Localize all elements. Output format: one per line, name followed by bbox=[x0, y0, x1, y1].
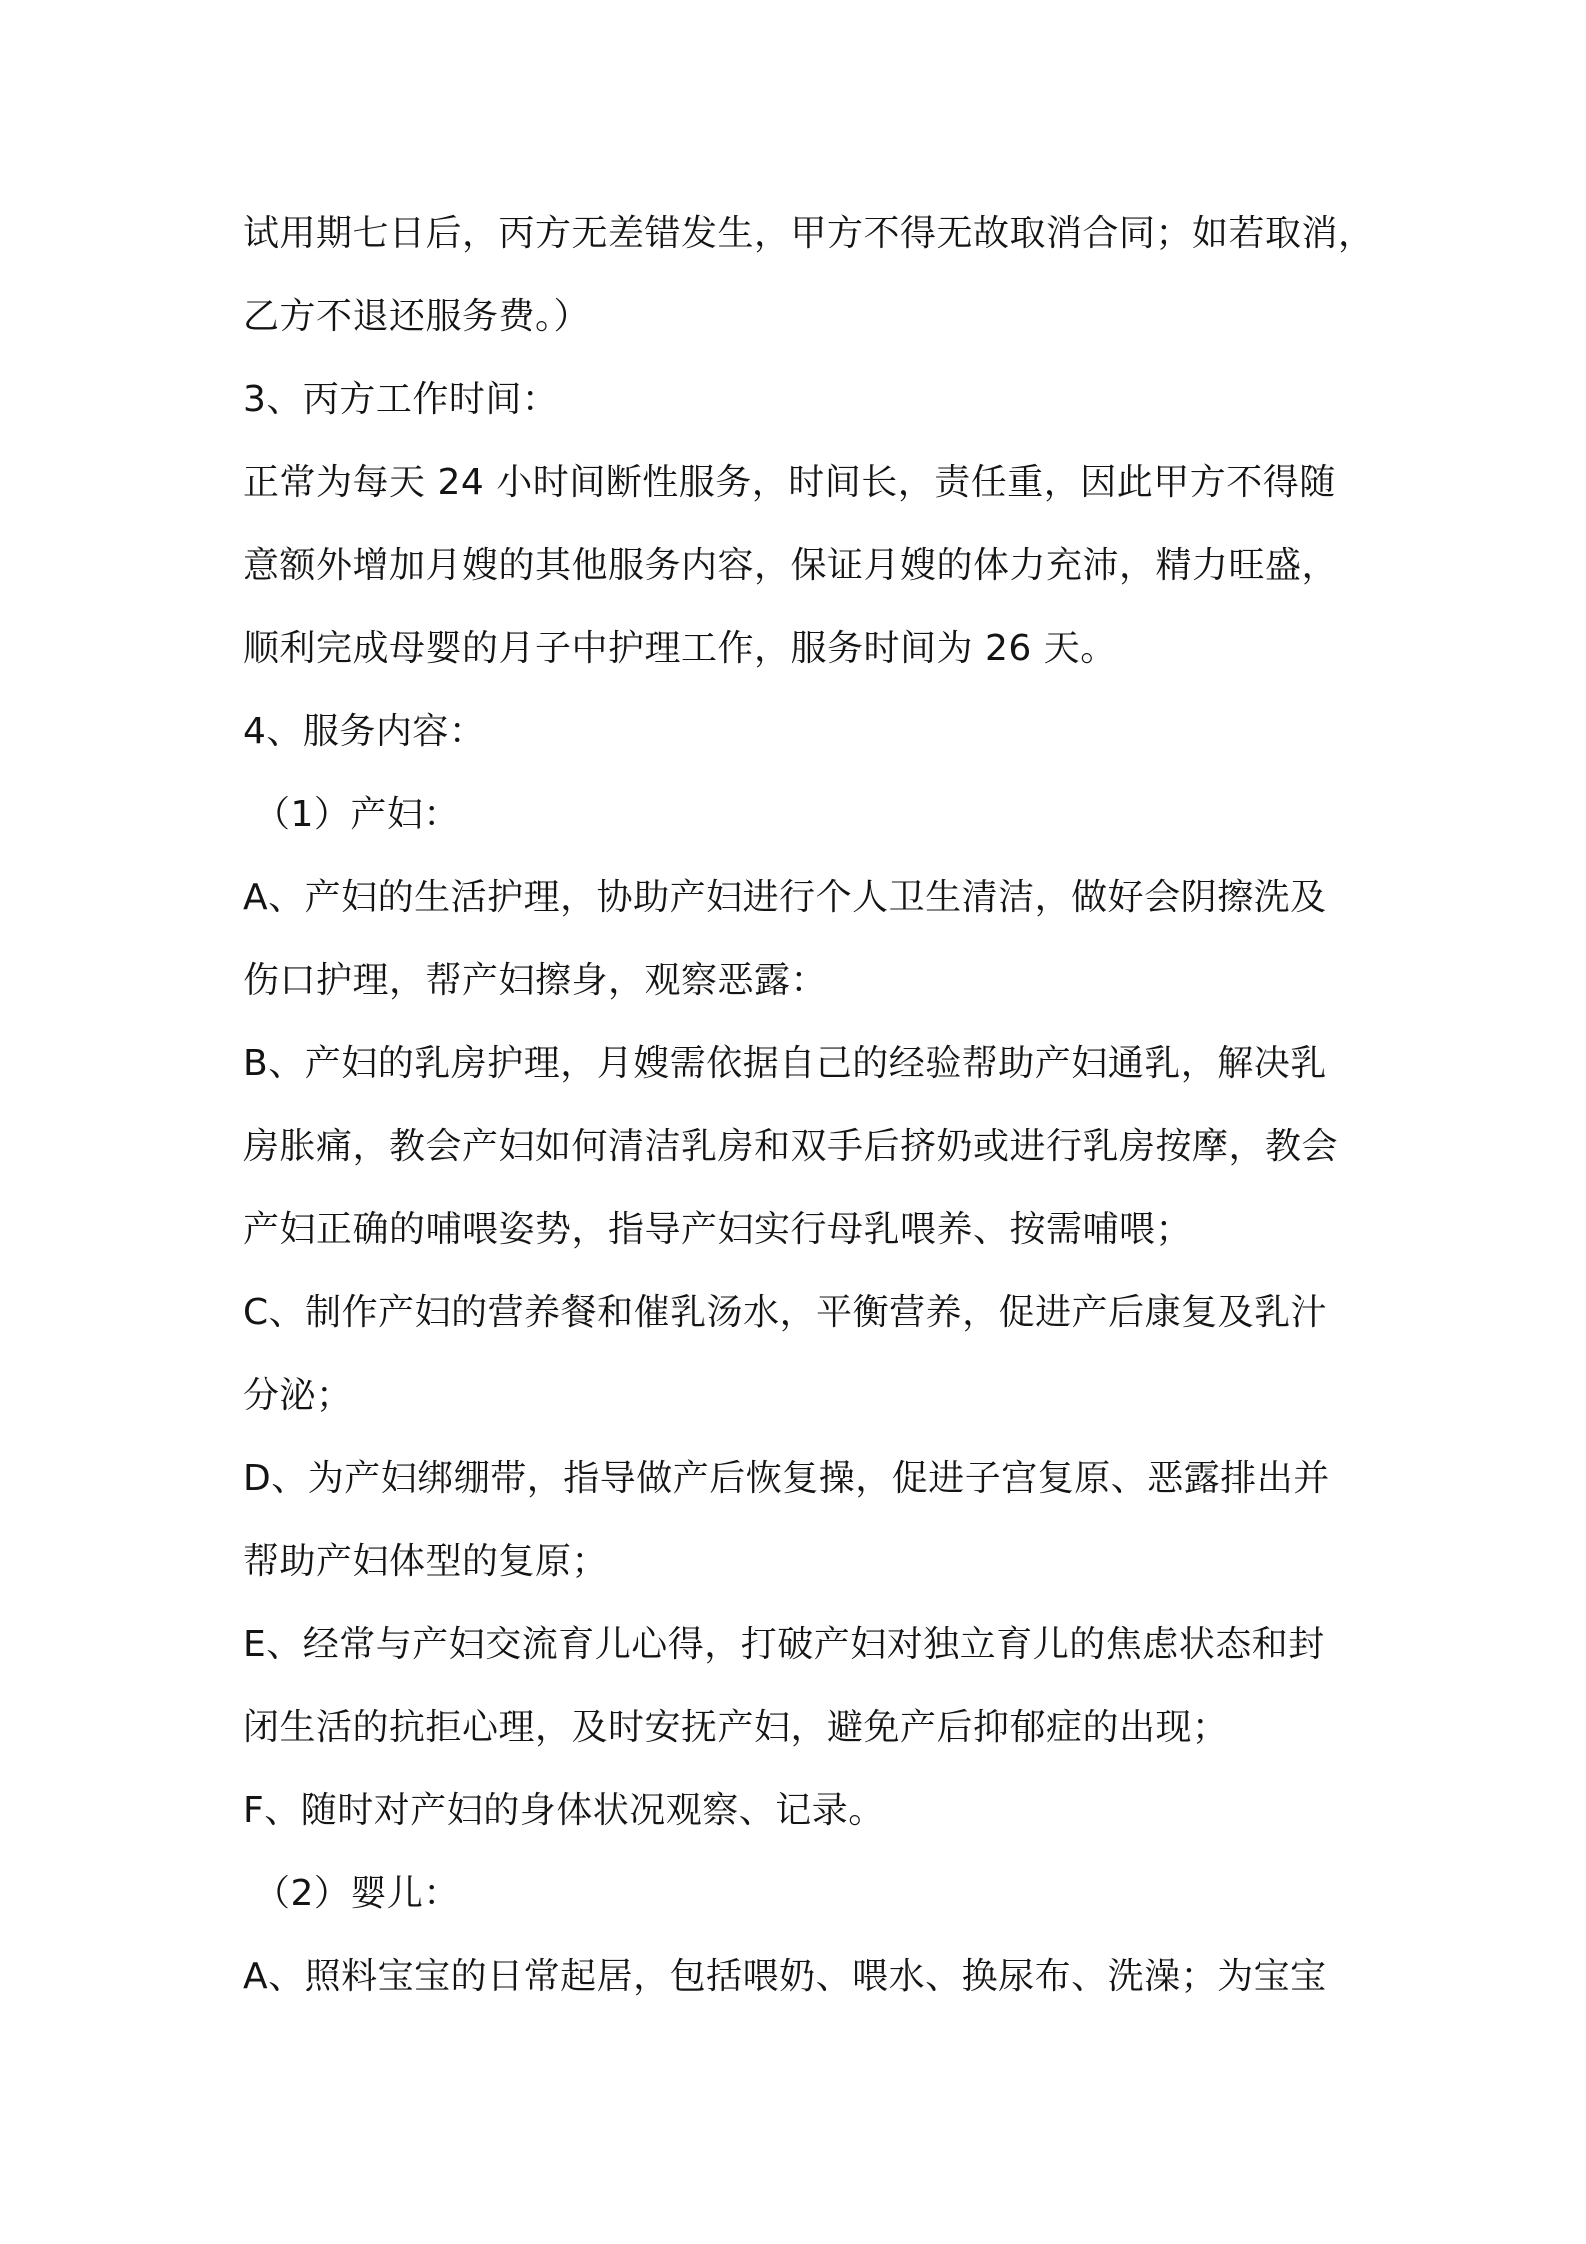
subheading-baby: （2）婴儿： bbox=[254, 1873, 460, 1914]
subheading-mother: （1）产妇： bbox=[254, 794, 460, 835]
contract-body-text bbox=[243, 192, 1375, 2018]
list-item-d-line-1: D、为产妇绑绷带，指导做产后恢复操，促进子宫复原、恶露排出并 bbox=[243, 1458, 1330, 1499]
list-item-a-line-1: A、产妇的生活护理，协助产妇进行个人卫生清洁，做好会阴擦洗及 bbox=[243, 877, 1327, 918]
paragraph-line-trial-period: 试用期七日后，丙方无差错发生，甲方不得无故取消合同；如若取消， bbox=[243, 213, 1375, 254]
list-item-b-line-2: 房胀痛，教会产妇如何清洁乳房和双手后挤奶或进行乳房按摩，教会 bbox=[243, 1126, 1339, 1167]
paragraph-line-hours-3: 顺利完成母婴的月子中护理工作，服务时间为 26 天。 bbox=[243, 628, 1117, 669]
list-item-c-line-1: C、制作产妇的营养餐和催乳汤水，平衡营养，促进产后康复及乳汁 bbox=[243, 1292, 1328, 1333]
list-item-d-line-2: 帮助产妇体型的复原； bbox=[243, 1541, 609, 1582]
list-item-b-line-1: B、产妇的乳房护理，月嫂需依据自己的经验帮助产妇通乳，解决乳 bbox=[243, 1043, 1327, 1084]
section-heading-working-hours: 3、丙方工作时间： bbox=[243, 379, 559, 420]
list-item-e-line-2: 闭生活的抗拒心理，及时安抚产妇，避免产后抑郁症的出现； bbox=[243, 1707, 1229, 1748]
paragraph-line-hours-1: 正常为每天 24 小时间断性服务，时间长，责任重，因此甲方不得随 bbox=[243, 462, 1336, 503]
section-heading-service-content: 4、服务内容： bbox=[243, 711, 486, 752]
list-item-e-line-1: E、经常与产妇交流育儿心得，打破产妇对独立育儿的焦虑状态和封 bbox=[243, 1624, 1325, 1665]
list-item-c-line-2: 分泌； bbox=[243, 1375, 353, 1416]
paragraph-line-hours-2: 意额外增加月嫂的其他服务内容，保证月嫂的体力充沛，精力旺盛， bbox=[243, 545, 1339, 586]
list-item-baby-a-line-1: A、照料宝宝的日常起居，包括喂奶、喂水、换尿布、洗澡；为宝宝 bbox=[243, 1956, 1327, 1997]
list-item-a-line-2: 伤口护理，帮产妇擦身，观察恶露： bbox=[243, 960, 828, 1001]
paragraph-line-no-refund: 乙方不退还服务费。） bbox=[243, 296, 591, 337]
list-item-b-line-3: 产妇正确的哺喂姿势，指导产妇实行母乳喂养、按需哺喂； bbox=[243, 1209, 1193, 1250]
list-item-f: F、随时对产妇的身体状况观察、记录。 bbox=[243, 1790, 885, 1831]
